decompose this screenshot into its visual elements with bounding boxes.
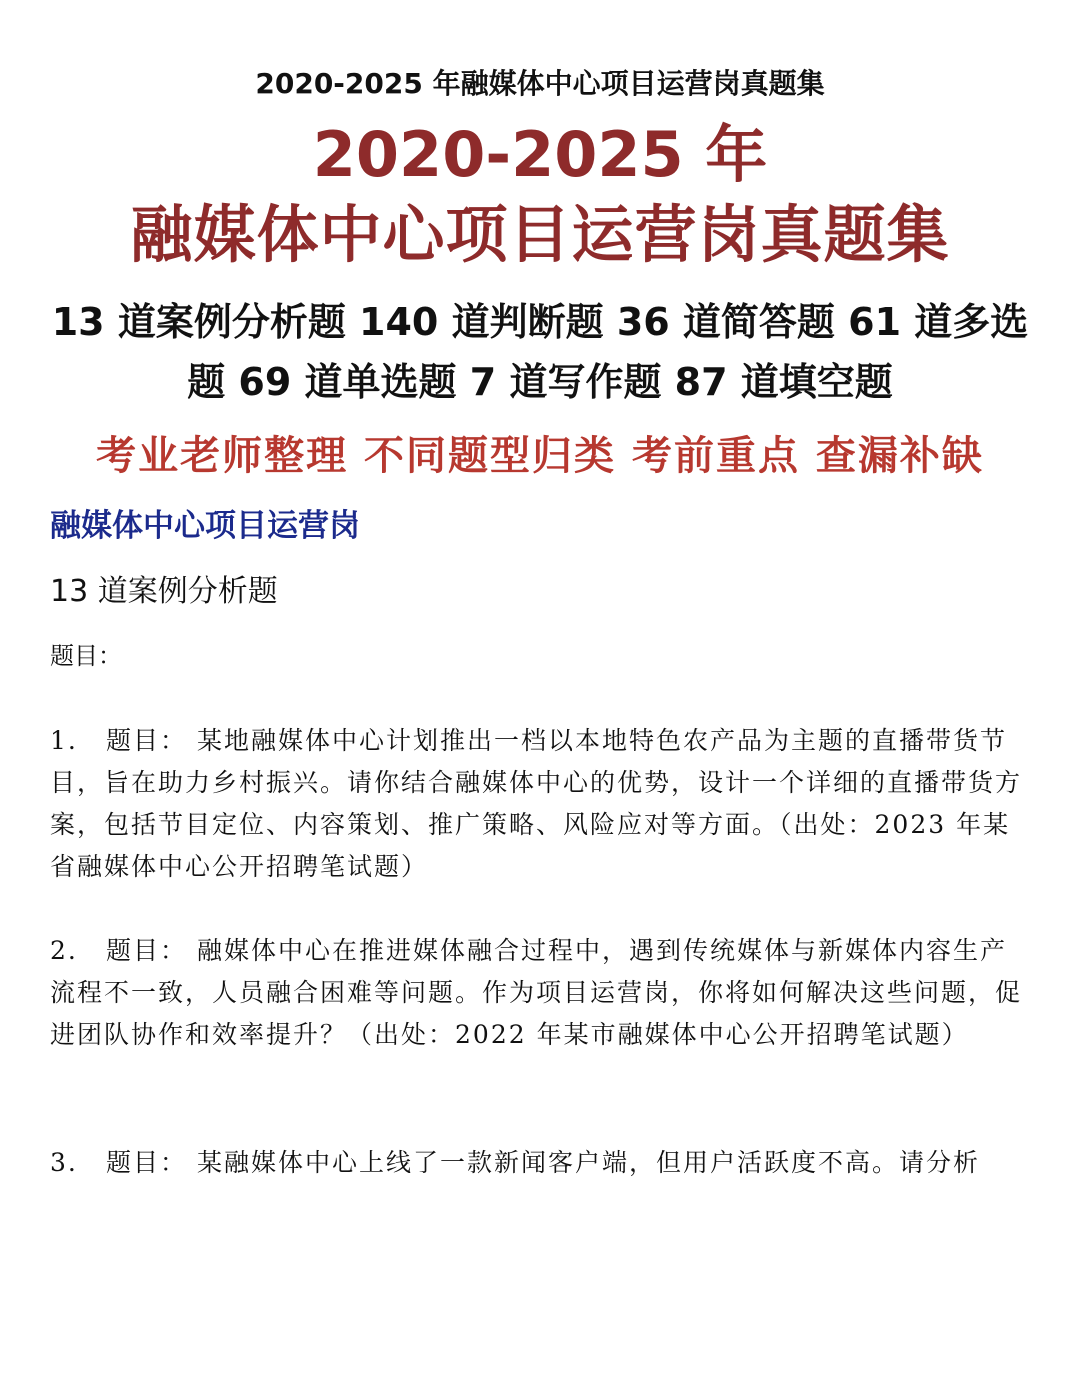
question-number: 1.	[50, 726, 78, 755]
page-header: 2020-2025 年融媒体中心项目运营岗真题集	[255, 67, 825, 100]
questions-label: 题目：	[50, 642, 122, 670]
question-number: 3.	[50, 1148, 78, 1177]
question-label: 题目：	[106, 936, 188, 965]
title-main: 融媒体中心项目运营岗真题集	[130, 198, 950, 271]
question-item	[50, 720, 1030, 888]
question-counts: 13 道案例分析题 140 道判断题 36 道简答题 61 道多选题 69 道单选题 7 道写作题 87 道填空题	[51, 300, 1029, 404]
slogan: 考业老师整理 不同题型归类 考前重点 查漏补缺	[96, 432, 984, 479]
question-text: 某融媒体中心上线了一款新闻客户端，但用户活跃度不高。请分析	[197, 1148, 981, 1177]
question-item	[50, 1142, 1030, 1184]
question-label: 题目：	[106, 726, 188, 755]
section-title: 融媒体中心项目运营岗	[50, 508, 360, 544]
title-year: 2020-2025 年	[312, 118, 768, 191]
subsection-title: 13 道案例分析题	[50, 574, 278, 609]
question-text: 融媒体中心在推进媒体融合过程中，遇到传统媒体与新媒体内容生产流程不一致，人员融合困难等问题。作为项目运营岗，你将如何解决这些问题，促进团队协作和效率提升？（出处：2022 年某市融媒体中心公开招聘笔试题）	[50, 936, 1023, 1049]
question-text: 某地融媒体中心计划推出一档以本地特色农产品为主题的直播带货节目，旨在助力乡村振兴。请你结合融媒体中心的优势，设计一个详细的直播带货方案，包括节目定位、内容策划、推广策略、风险应对等方面。（出处：2023 年某省融媒体中心公开招聘笔试题）	[50, 726, 1023, 881]
question-item	[50, 930, 1030, 1056]
question-number: 2.	[50, 936, 78, 965]
question-label: 题目：	[106, 1148, 188, 1177]
